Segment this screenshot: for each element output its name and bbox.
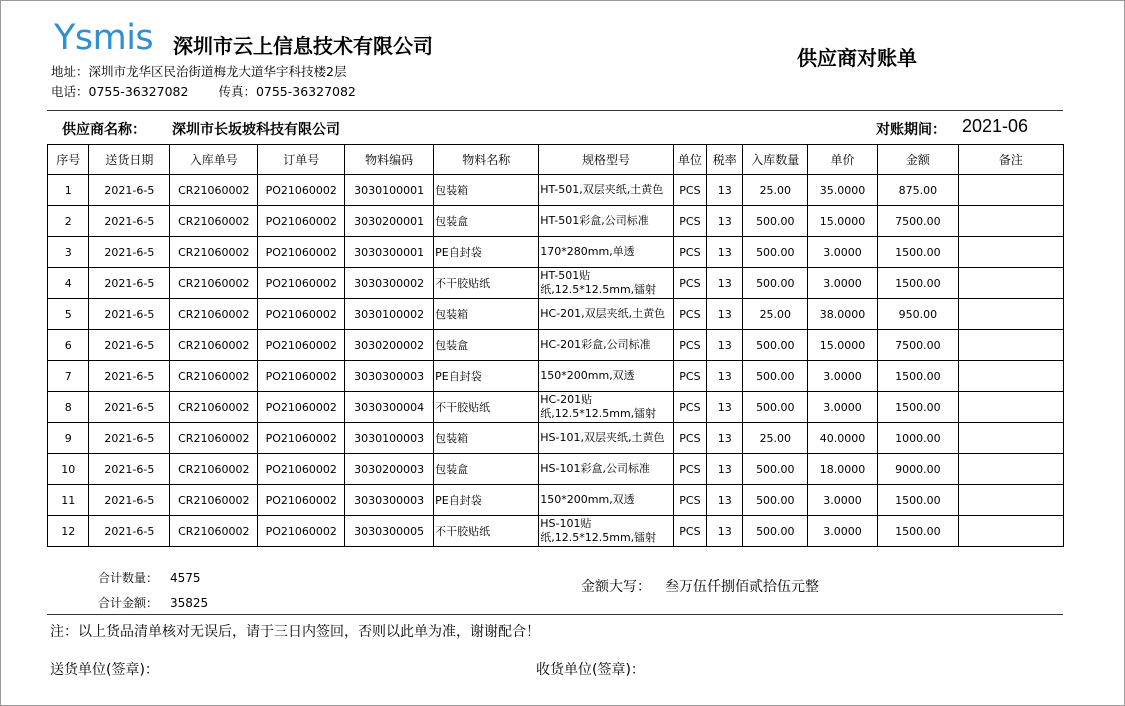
table-cell: CR21060002 bbox=[170, 392, 258, 423]
table-cell: 13 bbox=[707, 485, 743, 516]
total-amount-label: 合计金额： bbox=[98, 596, 159, 610]
table-cell: 2021-6-5 bbox=[89, 423, 170, 454]
table-cell: PCS bbox=[673, 175, 706, 206]
table-cell: 950.00 bbox=[877, 299, 958, 330]
table-cell bbox=[958, 299, 1063, 330]
column-header: 单位 bbox=[673, 145, 706, 175]
table-cell: PCS bbox=[673, 392, 706, 423]
column-header: 规格型号 bbox=[539, 145, 673, 175]
column-header: 订单号 bbox=[258, 145, 345, 175]
table-cell: PO21060002 bbox=[258, 175, 345, 206]
table-cell: PO21060002 bbox=[258, 206, 345, 237]
table-cell: 10 bbox=[48, 454, 89, 485]
total-amount-value: 35825 bbox=[170, 596, 209, 610]
table-cell: PO21060002 bbox=[258, 454, 345, 485]
supplier-label: 供应商名称： bbox=[62, 122, 146, 138]
table-cell: 3030300003 bbox=[345, 361, 434, 392]
table-cell: PCS bbox=[673, 485, 706, 516]
total-quantity-value: 4575 bbox=[170, 571, 201, 585]
table-cell: 1500.00 bbox=[877, 361, 958, 392]
table-cell: 3030300004 bbox=[345, 392, 434, 423]
table-cell: 38.0000 bbox=[808, 299, 878, 330]
table-cell: 3 bbox=[48, 237, 89, 268]
table-cell: 7 bbox=[48, 361, 89, 392]
table-cell bbox=[958, 330, 1063, 361]
table-cell: PCS bbox=[673, 454, 706, 485]
table-row bbox=[48, 299, 1064, 330]
table-cell: 11 bbox=[48, 485, 89, 516]
table-cell: PO21060002 bbox=[258, 392, 345, 423]
table-cell bbox=[958, 268, 1063, 299]
table-cell: PO21060002 bbox=[258, 330, 345, 361]
table-cell: 1500.00 bbox=[877, 392, 958, 423]
table-cell: CR21060002 bbox=[170, 516, 258, 547]
table-cell: 4 bbox=[48, 268, 89, 299]
footer-note: 注：以上货品清单核对无误后，请于三日内签回，否则以此单为准，谢谢配合！ bbox=[50, 624, 540, 640]
table-cell: 25.00 bbox=[743, 423, 808, 454]
table-cell: CR21060002 bbox=[170, 175, 258, 206]
table-cell: 3030100002 bbox=[345, 299, 434, 330]
table-cell: 3.0000 bbox=[808, 237, 878, 268]
table-cell: 3.0000 bbox=[808, 485, 878, 516]
table-row bbox=[48, 423, 1064, 454]
table-cell: 15.0000 bbox=[808, 206, 878, 237]
total-amount bbox=[98, 594, 208, 611]
table-cell bbox=[958, 423, 1063, 454]
table-cell: 25.00 bbox=[743, 175, 808, 206]
column-header: 单价 bbox=[808, 145, 878, 175]
table-cell: CR21060002 bbox=[170, 299, 258, 330]
table-cell: 包装盒 bbox=[434, 454, 539, 485]
table-cell: 40.0000 bbox=[808, 423, 878, 454]
company-address: 地址：深圳市龙华区民治街道梅龙大道华宇科技楼2层 bbox=[51, 64, 347, 79]
table-row bbox=[48, 268, 1064, 299]
table-cell: 5 bbox=[48, 299, 89, 330]
table-cell: 500.00 bbox=[743, 206, 808, 237]
table-cell: 1000.00 bbox=[877, 423, 958, 454]
table-cell: 3030300005 bbox=[345, 516, 434, 547]
table-cell: 2021-6-5 bbox=[89, 330, 170, 361]
table-cell: 3030100003 bbox=[345, 423, 434, 454]
table-cell: CR21060002 bbox=[170, 206, 258, 237]
company-fax: 传真：0755-36327082 bbox=[218, 84, 356, 99]
table-cell: 3030300003 bbox=[345, 485, 434, 516]
table-cell: 包装箱 bbox=[434, 175, 539, 206]
footer-divider bbox=[47, 614, 1063, 615]
table-cell: PCS bbox=[673, 268, 706, 299]
table-cell bbox=[958, 361, 1063, 392]
table-cell: 2021-6-5 bbox=[89, 268, 170, 299]
table-cell: 2021-6-5 bbox=[89, 392, 170, 423]
table-cell: 13 bbox=[707, 206, 743, 237]
table-cell: PCS bbox=[673, 237, 706, 268]
table-header-row bbox=[48, 145, 1064, 175]
table-cell bbox=[958, 485, 1063, 516]
company-phone: 电话：0755-36327082 bbox=[51, 84, 189, 99]
table-cell: CR21060002 bbox=[170, 237, 258, 268]
table-cell: 3.0000 bbox=[808, 361, 878, 392]
table-cell: PE自封袋 bbox=[434, 361, 539, 392]
table-cell: 13 bbox=[707, 268, 743, 299]
table-row bbox=[48, 516, 1064, 547]
table-cell: CR21060002 bbox=[170, 268, 258, 299]
table-cell: 3.0000 bbox=[808, 392, 878, 423]
table-cell: PCS bbox=[673, 299, 706, 330]
table-cell: PCS bbox=[673, 206, 706, 237]
table-cell: 13 bbox=[707, 423, 743, 454]
table-cell: 包装箱 bbox=[434, 423, 539, 454]
column-header: 入库单号 bbox=[170, 145, 258, 175]
table-cell: HT-501贴纸,12.5*12.5mm,镭射 bbox=[539, 268, 673, 299]
table-cell: 500.00 bbox=[743, 454, 808, 485]
table-cell: 13 bbox=[707, 516, 743, 547]
table-cell: 500.00 bbox=[743, 237, 808, 268]
table-cell: 9000.00 bbox=[877, 454, 958, 485]
column-header: 物料名称 bbox=[434, 145, 539, 175]
table-cell: PO21060002 bbox=[258, 237, 345, 268]
table-row bbox=[48, 175, 1064, 206]
table-row bbox=[48, 206, 1064, 237]
table-cell: 500.00 bbox=[743, 392, 808, 423]
table-cell: 包装箱 bbox=[434, 299, 539, 330]
table-cell: 13 bbox=[707, 175, 743, 206]
table-cell: 7500.00 bbox=[877, 330, 958, 361]
table-cell: 13 bbox=[707, 392, 743, 423]
table-cell: HS-101,双层夹纸,土黄色 bbox=[539, 423, 673, 454]
column-header: 入库数量 bbox=[743, 145, 808, 175]
amount-in-words-value: 叁万伍仟捌佰贰拾伍元整 bbox=[665, 579, 819, 595]
document-title: 供应商对账单 bbox=[797, 46, 917, 70]
table-row bbox=[48, 330, 1064, 361]
table-cell: 2021-6-5 bbox=[89, 299, 170, 330]
table-cell: 包装盒 bbox=[434, 206, 539, 237]
table-cell: 15.0000 bbox=[808, 330, 878, 361]
table-cell: 不干胶贴纸 bbox=[434, 392, 539, 423]
table-cell: 7500.00 bbox=[877, 206, 958, 237]
table-cell: CR21060002 bbox=[170, 485, 258, 516]
table-cell: 13 bbox=[707, 299, 743, 330]
table-cell: PE自封袋 bbox=[434, 237, 539, 268]
table-cell: HS-101彩盒,公司标准 bbox=[539, 454, 673, 485]
table-cell: CR21060002 bbox=[170, 423, 258, 454]
table-cell: 2021-6-5 bbox=[89, 516, 170, 547]
table-cell: 500.00 bbox=[743, 268, 808, 299]
table-cell: HC-201彩盒,公司标准 bbox=[539, 330, 673, 361]
table-cell: 3030300002 bbox=[345, 268, 434, 299]
table-cell: 1 bbox=[48, 175, 89, 206]
statement-table bbox=[47, 144, 1064, 547]
receiver-signature: 收货单位(签章)： bbox=[536, 662, 645, 678]
table-cell: 3030200002 bbox=[345, 330, 434, 361]
table-cell: 13 bbox=[707, 237, 743, 268]
table-cell: 1500.00 bbox=[877, 485, 958, 516]
company-contacts bbox=[51, 82, 382, 100]
table-cell: 9 bbox=[48, 423, 89, 454]
table-cell bbox=[958, 454, 1063, 485]
table-cell: PO21060002 bbox=[258, 299, 345, 330]
table-cell: 170*280mm,单透 bbox=[539, 237, 673, 268]
table-cell bbox=[958, 206, 1063, 237]
table-cell: 13 bbox=[707, 330, 743, 361]
table-cell: 1500.00 bbox=[877, 237, 958, 268]
sender-signature: 送货单位(签章)： bbox=[50, 662, 159, 678]
column-header: 物料编码 bbox=[345, 145, 434, 175]
header-divider bbox=[47, 110, 1063, 111]
column-header: 金额 bbox=[877, 145, 958, 175]
table-cell: 150*200mm,双透 bbox=[539, 361, 673, 392]
table-cell: PCS bbox=[673, 361, 706, 392]
table-cell: 1500.00 bbox=[877, 268, 958, 299]
table-cell bbox=[958, 392, 1063, 423]
table-cell: 2021-6-5 bbox=[89, 175, 170, 206]
table-cell: 1500.00 bbox=[877, 516, 958, 547]
total-quantity bbox=[98, 569, 201, 586]
table-cell: 3030200001 bbox=[345, 206, 434, 237]
table-cell: HT-501,双层夹纸,土黄色 bbox=[539, 175, 673, 206]
table-cell: 8 bbox=[48, 392, 89, 423]
total-quantity-label: 合计数量： bbox=[98, 571, 159, 585]
amount-in-words-label: 金额大写： bbox=[581, 579, 651, 595]
table-cell: CR21060002 bbox=[170, 361, 258, 392]
table-cell: HS-101贴纸,12.5*12.5mm,镭射 bbox=[539, 516, 673, 547]
table-cell: 3030100001 bbox=[345, 175, 434, 206]
table-cell: PO21060002 bbox=[258, 268, 345, 299]
table-cell: PCS bbox=[673, 423, 706, 454]
table-cell: PO21060002 bbox=[258, 423, 345, 454]
table-cell: PE自封袋 bbox=[434, 485, 539, 516]
table-cell: 35.0000 bbox=[808, 175, 878, 206]
table-cell: 12 bbox=[48, 516, 89, 547]
table-cell: 2021-6-5 bbox=[89, 206, 170, 237]
table-cell: HC-201贴纸,12.5*12.5mm,镭射 bbox=[539, 392, 673, 423]
table-cell: 3030200003 bbox=[345, 454, 434, 485]
table-row bbox=[48, 361, 1064, 392]
table-cell: 不干胶贴纸 bbox=[434, 516, 539, 547]
table-cell: 13 bbox=[707, 361, 743, 392]
column-header: 序号 bbox=[48, 145, 89, 175]
table-row bbox=[48, 392, 1064, 423]
column-header: 送货日期 bbox=[89, 145, 170, 175]
table-cell: 3030300001 bbox=[345, 237, 434, 268]
table-cell: PO21060002 bbox=[258, 485, 345, 516]
table-cell bbox=[958, 516, 1063, 547]
table-cell: 2021-6-5 bbox=[89, 237, 170, 268]
table-cell: HC-201,双层夹纸,土黄色 bbox=[539, 299, 673, 330]
table-cell: PO21060002 bbox=[258, 516, 345, 547]
table-row bbox=[48, 485, 1064, 516]
table-cell: 13 bbox=[707, 454, 743, 485]
table-cell: 不干胶贴纸 bbox=[434, 268, 539, 299]
table-cell: 500.00 bbox=[743, 361, 808, 392]
table-cell: 2021-6-5 bbox=[89, 485, 170, 516]
table-row bbox=[48, 237, 1064, 268]
table-cell: PCS bbox=[673, 330, 706, 361]
amount-in-words bbox=[581, 576, 819, 596]
table-cell: PO21060002 bbox=[258, 361, 345, 392]
table-cell: 6 bbox=[48, 330, 89, 361]
table-cell: CR21060002 bbox=[170, 454, 258, 485]
table-cell bbox=[958, 237, 1063, 268]
table-cell bbox=[958, 175, 1063, 206]
table-cell: 18.0000 bbox=[808, 454, 878, 485]
table-cell: 500.00 bbox=[743, 485, 808, 516]
table-cell: 150*200mm,双透 bbox=[539, 485, 673, 516]
table-cell: 875.00 bbox=[877, 175, 958, 206]
period-value: 2021-06 bbox=[962, 116, 1029, 136]
table-cell: 3.0000 bbox=[808, 516, 878, 547]
column-header: 税率 bbox=[707, 145, 743, 175]
table-cell: 2021-6-5 bbox=[89, 454, 170, 485]
table-cell: CR21060002 bbox=[170, 330, 258, 361]
table-cell: 3.0000 bbox=[808, 268, 878, 299]
period-label: 对账期间： bbox=[876, 122, 946, 138]
table-cell: 包装盒 bbox=[434, 330, 539, 361]
table-row bbox=[48, 454, 1064, 485]
column-header: 备注 bbox=[958, 145, 1063, 175]
table-cell: 500.00 bbox=[743, 516, 808, 547]
table-cell: 2021-6-5 bbox=[89, 361, 170, 392]
supplier-name: 深圳市长坂坡科技有限公司 bbox=[172, 122, 340, 138]
table-cell: 500.00 bbox=[743, 330, 808, 361]
table-cell: 2 bbox=[48, 206, 89, 237]
company-logo: Ysmis bbox=[54, 18, 154, 58]
table-cell: HT-501彩盒,公司标准 bbox=[539, 206, 673, 237]
table-cell: PCS bbox=[673, 516, 706, 547]
table-cell: 25.00 bbox=[743, 299, 808, 330]
company-name: 深圳市云上信息技术有限公司 bbox=[173, 34, 433, 58]
